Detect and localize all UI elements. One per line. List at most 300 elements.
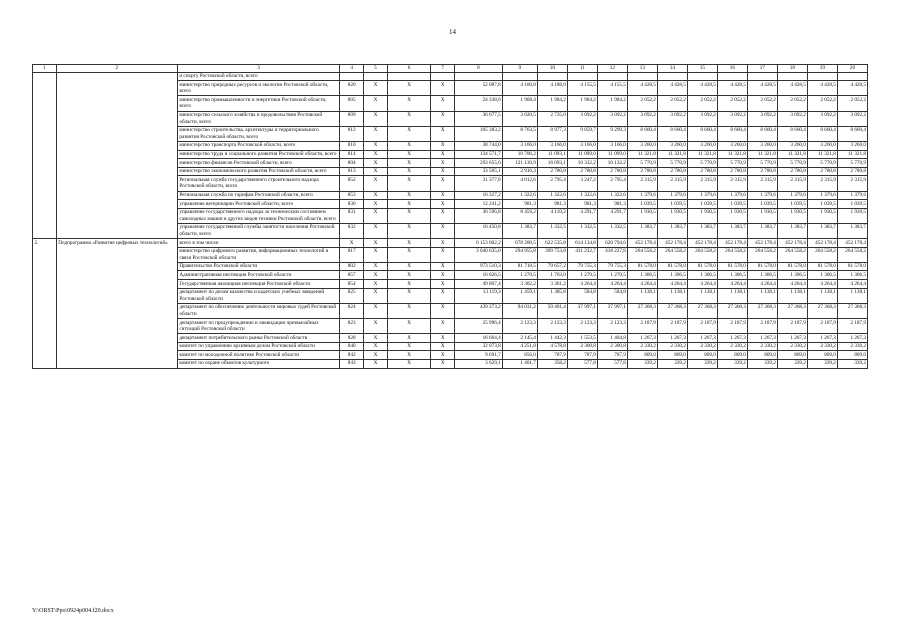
code-cell: X — [387, 200, 430, 209]
code-cell: X — [387, 111, 430, 126]
amount-cell: 1 984,2 — [567, 96, 597, 111]
amount-cell: 11 321,8 — [627, 150, 657, 159]
amount-cell: 24 338,6 — [455, 96, 503, 111]
table-row — [33, 72, 868, 81]
executor-name: министерство финансов Ростовской области, всего — [177, 159, 339, 168]
amount-cell: 2 187,9 — [627, 319, 657, 334]
code-cell: 802 — [340, 262, 364, 271]
executor-name: комитет по охране объектов культурного — [177, 359, 339, 368]
amount-cell: 1 984,2 — [597, 96, 627, 111]
amount-cell: 105 383,2 — [455, 126, 503, 141]
amount-cell: 1 138,1 — [657, 288, 687, 303]
column-number-14: 14 — [657, 65, 687, 73]
code-cell: 814 — [340, 150, 364, 159]
amount-cell: 1 763,0 — [537, 271, 567, 280]
amount-cell: 1 039,5 — [837, 200, 867, 209]
amount-cell: 38 744,0 — [455, 141, 503, 150]
code-cell: X — [431, 167, 455, 176]
amount-cell: 3 166,0 — [537, 141, 567, 150]
code-cell: X — [431, 111, 455, 126]
amount-cell: 27 368,3 — [627, 303, 657, 318]
amount-cell: 37 997,1 — [567, 303, 597, 318]
amount-cell: 8 660,4 — [837, 126, 867, 141]
column-number-20: 20 — [837, 65, 867, 73]
amount-cell — [777, 72, 807, 81]
amount-cell: 2 187,9 — [687, 319, 717, 334]
amount-cell: 787,9 — [567, 351, 597, 360]
amount-cell: 2 780,8 — [747, 167, 777, 176]
code-cell: X — [364, 159, 388, 168]
code-cell: X — [387, 303, 430, 318]
amount-cell: 27 368,3 — [657, 303, 687, 318]
code-cell: X — [387, 96, 430, 111]
amount-cell: 2 187,9 — [657, 319, 687, 334]
amount-cell: 2 330,2 — [717, 342, 747, 351]
amount-cell: 264 558,2 — [627, 247, 657, 262]
column-number-10: 10 — [537, 65, 567, 73]
amount-cell: 1 930,5 — [747, 208, 777, 223]
amount-cell: 1 383,7 — [837, 223, 867, 238]
amount-cell: 2 315,9 — [627, 176, 657, 191]
amount-cell: 4 428,5 — [627, 81, 657, 96]
amount-cell: 2 780,8 — [837, 167, 867, 176]
amount-cell: 11 321,8 — [717, 150, 747, 159]
code-cell: X — [364, 303, 388, 318]
code-cell: 809 — [340, 111, 364, 126]
code-cell: X — [364, 280, 388, 289]
column-number-8: 8 — [455, 65, 503, 73]
code-cell: X — [431, 334, 455, 343]
amount-cell: 1 267,3 — [627, 334, 657, 343]
amount-cell: 11 093,1 — [537, 150, 567, 159]
amount-cell: 1 138,1 — [777, 288, 807, 303]
code-cell: X — [387, 223, 430, 238]
amount-cell: 4 160,8 — [502, 81, 537, 96]
code-cell: X — [364, 81, 388, 96]
amount-cell: 439 373,2 — [455, 303, 503, 318]
code-cell: X — [431, 200, 455, 209]
amount-cell: 3 166,0 — [567, 141, 597, 150]
code-cell: 824 — [340, 303, 364, 318]
amount-cell: 4 428,5 — [717, 81, 747, 96]
amount-cell: 1 984,2 — [537, 96, 567, 111]
budget-table — [32, 64, 868, 369]
code-cell: X — [431, 176, 455, 191]
amount-cell: 11 099,0 — [567, 150, 597, 159]
amount-cell: 8 660,4 — [807, 126, 837, 141]
code-cell: X — [431, 96, 455, 111]
amount-cell: 678 200,5 — [502, 239, 537, 248]
amount-cell: 4 264,4 — [597, 280, 627, 289]
amount-cell: 16 664,4 — [455, 334, 503, 343]
amount-cell: 1 039,5 — [807, 200, 837, 209]
amount-cell: 2 052,2 — [627, 96, 657, 111]
code-cell: 831 — [340, 208, 364, 223]
amount-cell: 1 404,8 — [597, 334, 627, 343]
amount-cell: 2 780,8 — [807, 167, 837, 176]
code-cell: X — [387, 191, 430, 200]
code-cell: X — [431, 150, 455, 159]
amount-cell: 2 052,2 — [657, 96, 687, 111]
code-cell: 857 — [340, 271, 364, 280]
amount-cell: 27 368,3 — [837, 303, 867, 318]
amount-cell: 11 321,8 — [837, 150, 867, 159]
amount-cell: 2 315,9 — [687, 176, 717, 191]
code-cell: X — [364, 96, 388, 111]
amount-cell: 614 134,8 — [567, 239, 597, 248]
amount-cell: 79 657,2 — [537, 262, 567, 271]
amount-cell: 2 795,4 — [597, 176, 627, 191]
amount-cell: 264 558,2 — [717, 247, 747, 262]
program-name — [56, 72, 177, 238]
amount-cell — [455, 72, 503, 81]
amount-cell: 1 459,1 — [502, 288, 537, 303]
amount-cell: 809,0 — [657, 351, 687, 360]
amount-cell: 4 428,5 — [807, 81, 837, 96]
amount-cell: 2 187,9 — [747, 319, 777, 334]
amount-cell: 11 321,8 — [687, 150, 717, 159]
amount-cell: 3 092,2 — [687, 111, 717, 126]
code-cell: 804 — [340, 159, 364, 168]
amount-cell: 1 383,7 — [502, 223, 537, 238]
amount-cell: 3 260,0 — [747, 141, 777, 150]
code-cell: X — [387, 159, 430, 168]
column-number-5: 5 — [364, 65, 388, 73]
amount-cell: 1 379,6 — [807, 191, 837, 200]
code-cell: X — [364, 167, 388, 176]
code-cell: X — [431, 247, 455, 262]
amount-cell: 27 368,3 — [807, 303, 837, 318]
amount-cell: 2 330,2 — [627, 342, 657, 351]
amount-cell: 32 073,8 — [455, 342, 503, 351]
amount-cell: 2 052,2 — [807, 96, 837, 111]
amount-cell: 452 178,4 — [657, 239, 687, 248]
column-number-11: 11 — [567, 65, 597, 73]
executor-name: всего в том числе: — [177, 239, 339, 248]
amount-cell: 809,0 — [837, 351, 867, 360]
amount-cell: 1 267,3 — [747, 334, 777, 343]
code-cell — [431, 72, 455, 81]
code-cell: X — [431, 319, 455, 334]
amount-cell: 1 930,5 — [717, 208, 747, 223]
amount-cell: 2 187,9 — [717, 319, 747, 334]
amount-cell: 4 428,5 — [747, 81, 777, 96]
amount-cell: 2 052,2 — [687, 96, 717, 111]
amount-cell: 981,3 — [502, 200, 537, 209]
amount-cell: 8 660,4 — [657, 126, 687, 141]
code-cell: X — [364, 334, 388, 343]
amount-cell: 81 578,0 — [717, 262, 747, 271]
amount-cell — [687, 72, 717, 81]
amount-cell: 2 315,9 — [807, 176, 837, 191]
amount-cell — [597, 72, 627, 81]
amount-cell: 81 578,0 — [687, 262, 717, 271]
amount-cell: 5 770,9 — [777, 159, 807, 168]
amount-cell: 1 553,5 — [567, 334, 597, 343]
amount-cell: 5 770,9 — [657, 159, 687, 168]
amount-cell: 16 450,8 — [455, 223, 503, 238]
code-cell: 854 — [340, 280, 364, 289]
amount-cell: 4 264,4 — [567, 280, 597, 289]
amount-cell: 1 267,3 — [777, 334, 807, 343]
amount-cell: 2 330,2 — [807, 342, 837, 351]
code-cell: 843 — [340, 359, 364, 368]
amount-cell: 3 092,2 — [747, 111, 777, 126]
amount-cell: 294 955,8 — [502, 247, 537, 262]
code-cell: X — [387, 208, 430, 223]
amount-cell: 452 178,4 — [687, 239, 717, 248]
amount-cell: 8 660,4 — [687, 126, 717, 141]
column-number-2: 2 — [56, 65, 177, 73]
amount-cell: 81 578,0 — [657, 262, 687, 271]
code-cell: X — [431, 208, 455, 223]
executor-name: министерство природных ресурсов и экологии Ростовской области, всего — [177, 81, 339, 96]
amount-cell: 3 361,2 — [537, 280, 567, 289]
amount-cell: 1 138,1 — [837, 288, 867, 303]
amount-cell: 1 138,1 — [807, 288, 837, 303]
amount-cell: 27 368,3 — [717, 303, 747, 318]
amount-cell: 2 795,4 — [537, 176, 567, 191]
amount-cell: 1 383,7 — [687, 223, 717, 238]
amount-cell: 6 153 002,2 — [455, 239, 503, 248]
code-cell: X — [364, 351, 388, 360]
amount-cell: 4 264,4 — [777, 280, 807, 289]
row-number: 2. — [33, 239, 57, 369]
amount-cell: 3 260,0 — [657, 141, 687, 150]
amount-cell: 339,2 — [717, 359, 747, 368]
amount-cell: 1 306,5 — [807, 271, 837, 280]
code-cell: X — [387, 262, 430, 271]
code-cell: X — [387, 319, 430, 334]
row-number — [33, 72, 57, 238]
executor-name: Региональная служба по тарифам Ростовской области, всего — [177, 191, 339, 200]
amount-cell: 3 092,2 — [567, 111, 597, 126]
footer-file-path: Y:\ORST\Ppo\0924p004.f20.docx — [32, 608, 114, 614]
program-name: Подпрограмма «Развитие цифровых технологий» — [56, 239, 177, 369]
code-cell — [364, 72, 388, 81]
amount-cell: 452 178,4 — [717, 239, 747, 248]
code-cell: X — [387, 288, 430, 303]
code-cell: X — [364, 191, 388, 200]
amount-cell: 81 578,0 — [807, 262, 837, 271]
code-cell: 810 — [340, 141, 364, 150]
amount-cell: 1 039,5 — [717, 200, 747, 209]
amount-cell — [502, 72, 537, 81]
amount-cell: 264 558,2 — [807, 247, 837, 262]
code-cell: 817 — [340, 247, 364, 262]
amount-cell: 1 322,6 — [567, 191, 597, 200]
amount-cell: 1 138,1 — [687, 288, 717, 303]
amount-cell: 4 291,7 — [567, 208, 597, 223]
amount-cell: 2 315,9 — [777, 176, 807, 191]
executor-name: Правительство Ростовской области — [177, 262, 339, 271]
amount-cell: 81 718,5 — [502, 262, 537, 271]
amount-cell: 10 706,2 — [502, 150, 537, 159]
executor-name: министерство цифрового развития, информационных технологий и связи Ростовской области — [177, 247, 339, 262]
amount-cell: 3 247,2 — [567, 176, 597, 191]
amount-cell: 1 306,5 — [657, 271, 687, 280]
code-cell: 828 — [340, 334, 364, 343]
amount-cell: 1 267,3 — [837, 334, 867, 343]
amount-cell: 81 578,0 — [747, 262, 777, 271]
executor-name: управление государственного надзора за техническим состоянием самоходных машин и других видов техники Ростовской области, всего — [177, 208, 339, 223]
amount-cell: 4 291,7 — [597, 208, 627, 223]
amount-cell: 339,2 — [807, 359, 837, 368]
amount-cell: 809,0 — [747, 351, 777, 360]
amount-cell: 1 930,5 — [807, 208, 837, 223]
code-cell: X — [431, 303, 455, 318]
amount-cell: 4 155,5 — [597, 81, 627, 96]
executor-name: министерство сельского хозяйства и продовольствия Ростовской области, всего — [177, 111, 339, 126]
amount-cell: 358,2 — [537, 359, 567, 368]
amount-cell: 2 780,8 — [567, 167, 597, 176]
amount-cell: 36 677,5 — [455, 111, 503, 126]
amount-cell: 8 459,2 — [502, 208, 537, 223]
amount-cell: 2 123,3 — [537, 319, 567, 334]
amount-cell: 1 306,5 — [717, 271, 747, 280]
code-cell: 825 — [340, 288, 364, 303]
amount-cell: 1 267,3 — [717, 334, 747, 343]
code-cell: X — [431, 359, 455, 368]
amount-cell: 4 264,4 — [687, 280, 717, 289]
amount-cell: 2 052,2 — [837, 96, 867, 111]
executor-name: министерство экономического развития Ростовской области, всего — [177, 167, 339, 176]
amount-cell: 4 428,5 — [657, 81, 687, 96]
amount-cell: 339,2 — [747, 359, 777, 368]
code-cell: 820 — [340, 81, 364, 96]
amount-cell: 2 330,2 — [777, 342, 807, 351]
amount-cell: 11 321,8 — [747, 150, 777, 159]
amount-cell: 264 558,2 — [687, 247, 717, 262]
code-cell: 840 — [340, 342, 364, 351]
amount-cell: 622 535,8 — [537, 239, 567, 248]
amount-cell: 4 428,5 — [837, 81, 867, 96]
amount-cell: 52 087,8 — [455, 81, 503, 96]
amount-cell: 452 178,4 — [747, 239, 777, 248]
amount-cell: 339,2 — [687, 359, 717, 368]
amount-cell: 10 132,2 — [597, 159, 627, 168]
amount-cell — [657, 72, 687, 81]
amount-cell: 1 379,6 — [657, 191, 687, 200]
executor-name: Региональная служба государственного строительного надзора Ростовской области, всего — [177, 176, 339, 191]
amount-cell: 4 264,4 — [807, 280, 837, 289]
executor-name: министерство труда и социального развития Ростовской области, всего — [177, 150, 339, 159]
amount-cell: 809,0 — [807, 351, 837, 360]
amount-cell: 1 267,3 — [687, 334, 717, 343]
amount-cell: 584,8 — [567, 288, 597, 303]
amount-cell: 809,0 — [687, 351, 717, 360]
amount-cell: 4 251,8 — [502, 342, 537, 351]
amount-cell: 5 770,9 — [747, 159, 777, 168]
column-number-18: 18 — [777, 65, 807, 73]
amount-cell: 2 123,3 — [597, 319, 627, 334]
amount-cell: 1 442,3 — [537, 334, 567, 343]
amount-cell: 4 264,4 — [837, 280, 867, 289]
amount-cell: 49 807,4 — [455, 280, 503, 289]
code-cell: X — [364, 342, 388, 351]
amount-cell: 31 377,8 — [455, 176, 503, 191]
amount-cell: 3 260,0 — [807, 141, 837, 150]
code-cell: 812 — [340, 126, 364, 141]
amount-cell: 3 092,2 — [657, 111, 687, 126]
amount-cell: 264 558,2 — [747, 247, 777, 262]
amount-cell: 4 110,2 — [537, 208, 567, 223]
table-row — [33, 239, 868, 248]
code-cell: X — [340, 239, 364, 248]
code-cell: X — [431, 81, 455, 96]
code-cell: X — [364, 262, 388, 271]
amount-cell: 2 187,9 — [777, 319, 807, 334]
amount-cell: 3 166,0 — [597, 141, 627, 150]
amount-cell: 2 330,2 — [687, 342, 717, 351]
code-cell: X — [387, 239, 430, 248]
amount-cell: 1 039,5 — [657, 200, 687, 209]
amount-cell: 3 092,2 — [777, 111, 807, 126]
amount-cell: 981,3 — [597, 200, 627, 209]
amount-cell: 36 596,8 — [455, 208, 503, 223]
amount-cell: 81 578,0 — [627, 262, 657, 271]
amount-cell — [747, 72, 777, 81]
code-cell: 813 — [340, 167, 364, 176]
amount-cell: 5 770,9 — [687, 159, 717, 168]
amount-cell: 1 332,5 — [597, 223, 627, 238]
amount-cell: 1 383,7 — [777, 223, 807, 238]
amount-cell: 27 368,3 — [777, 303, 807, 318]
amount-cell: 4 264,4 — [747, 280, 777, 289]
code-cell: X — [387, 280, 430, 289]
amount-cell: 2 123,3 — [502, 319, 537, 334]
code-cell: 823 — [340, 319, 364, 334]
amount-cell: 339,2 — [777, 359, 807, 368]
code-cell: X — [387, 167, 430, 176]
amount-cell: 8 660,4 — [777, 126, 807, 141]
amount-cell: 16 327,2 — [455, 191, 503, 200]
amount-cell: 5 770,9 — [837, 159, 867, 168]
amount-cell: 8 660,4 — [627, 126, 657, 141]
amount-cell: 37 997,1 — [597, 303, 627, 318]
code-cell: 830 — [340, 200, 364, 209]
code-cell: X — [364, 319, 388, 334]
amount-cell: 25 996,4 — [455, 319, 503, 334]
amount-cell: 2 780,8 — [537, 167, 567, 176]
amount-cell: 3 092,2 — [597, 111, 627, 126]
amount-cell: 4 188,0 — [537, 81, 567, 96]
amount-cell: 4 012,6 — [502, 176, 537, 191]
amount-cell: 1 383,7 — [747, 223, 777, 238]
amount-cell: 1 379,6 — [687, 191, 717, 200]
code-cell: X — [387, 126, 430, 141]
code-cell: X — [387, 342, 430, 351]
code-cell: X — [387, 81, 430, 96]
amount-cell: 4 155,5 — [567, 81, 597, 96]
amount-cell: 50 401,4 — [537, 303, 567, 318]
code-cell: X — [387, 359, 430, 368]
amount-cell: 577,8 — [567, 359, 597, 368]
amount-cell: 1 383,7 — [657, 223, 687, 238]
amount-cell: 3 260,0 — [837, 141, 867, 150]
amount-cell: 8 977,3 — [537, 126, 567, 141]
amount-cell: 1 379,6 — [627, 191, 657, 200]
executor-name: департамент по делам казачества и кадетских учебных заведений Ростовской области — [177, 288, 339, 303]
amount-cell: 9 691,7 — [455, 351, 503, 360]
code-cell: X — [364, 150, 388, 159]
amount-cell: 981,3 — [537, 200, 567, 209]
amount-cell: 1 401,7 — [502, 359, 537, 368]
amount-cell: 2 780,8 — [627, 167, 657, 176]
code-cell: X — [364, 176, 388, 191]
code-cell: X — [431, 351, 455, 360]
code-cell: X — [387, 334, 430, 343]
